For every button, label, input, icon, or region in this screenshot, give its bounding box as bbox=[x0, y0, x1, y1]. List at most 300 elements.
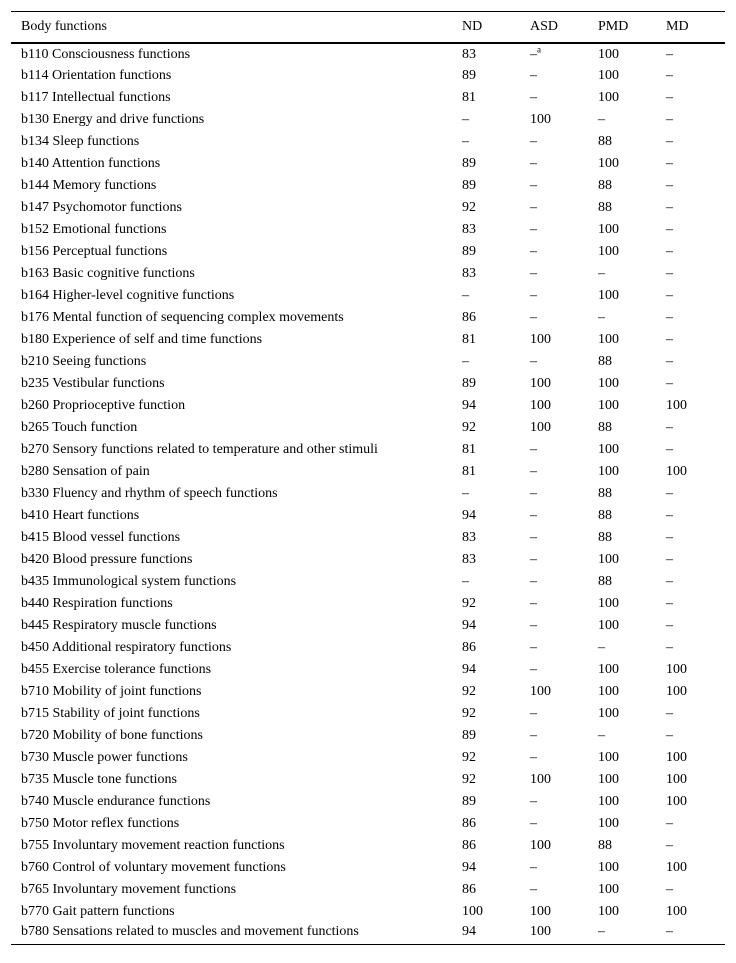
function-name bbox=[11, 813, 452, 835]
nd-value-text: 89 bbox=[462, 793, 476, 809]
function-name bbox=[11, 901, 452, 923]
function-name bbox=[11, 483, 452, 505]
asd-value bbox=[520, 241, 588, 263]
table-row bbox=[11, 197, 725, 219]
header-asd: ASD bbox=[530, 18, 559, 34]
asd-value-text: 100 bbox=[530, 419, 551, 435]
nd-value bbox=[452, 571, 520, 593]
function-name-text: b330 Fluency and rhythm of speech functions bbox=[21, 485, 278, 501]
asd-value-text: – bbox=[530, 309, 537, 325]
pmd-value bbox=[588, 483, 656, 505]
asd-value bbox=[520, 263, 588, 285]
pmd-value bbox=[588, 857, 656, 879]
nd-value-text: 81 bbox=[462, 441, 476, 457]
function-name-text: b750 Motor reflex functions bbox=[21, 815, 180, 831]
md-value-text: – bbox=[666, 837, 673, 853]
table-row bbox=[11, 835, 725, 857]
nd-value bbox=[452, 703, 520, 725]
md-value-text: – bbox=[666, 595, 673, 611]
md-value bbox=[656, 571, 725, 593]
md-value bbox=[656, 131, 725, 153]
function-name bbox=[11, 505, 452, 527]
md-value bbox=[656, 791, 725, 813]
pmd-value-text: 88 bbox=[598, 353, 612, 369]
pmd-value-text: 100 bbox=[598, 441, 619, 457]
nd-value-text: 92 bbox=[462, 683, 476, 699]
function-name bbox=[11, 527, 452, 549]
nd-value-text: 100 bbox=[462, 903, 483, 919]
md-value-text: – bbox=[666, 617, 673, 633]
nd-value-text: 86 bbox=[462, 881, 476, 897]
md-value bbox=[656, 725, 725, 747]
asd-value bbox=[520, 373, 588, 395]
function-name-text: b110 Consciousness functions bbox=[21, 46, 191, 62]
pmd-value-text: 100 bbox=[598, 705, 619, 721]
nd-value-text: 83 bbox=[462, 529, 476, 545]
table-row bbox=[11, 43, 725, 65]
footnote-marker: a bbox=[537, 43, 541, 54]
table-row bbox=[11, 109, 725, 131]
md-value-text: – bbox=[666, 485, 673, 501]
md-value bbox=[656, 703, 725, 725]
asd-value-text: – bbox=[530, 67, 537, 83]
asd-value-text: 100 bbox=[530, 923, 551, 939]
pmd-value-text: 100 bbox=[598, 771, 619, 787]
md-value bbox=[656, 373, 725, 395]
md-value bbox=[656, 175, 725, 197]
asd-value bbox=[520, 813, 588, 835]
md-value bbox=[656, 527, 725, 549]
function-name-text: b740 Muscle endurance functions bbox=[21, 793, 211, 809]
md-value bbox=[656, 285, 725, 307]
md-value bbox=[656, 857, 725, 879]
table-row bbox=[11, 747, 725, 769]
function-name bbox=[11, 659, 452, 681]
function-name-text: b114 Orientation functions bbox=[21, 67, 172, 83]
header-row bbox=[11, 12, 725, 43]
table-row bbox=[11, 791, 725, 813]
nd-value bbox=[452, 593, 520, 615]
pmd-value-text: – bbox=[598, 309, 605, 325]
function-name-text: b435 Immunological system functions bbox=[21, 573, 237, 589]
md-value bbox=[656, 461, 725, 483]
asd-value-text: – bbox=[530, 463, 537, 479]
pmd-value bbox=[588, 329, 656, 351]
asd-value bbox=[520, 901, 588, 923]
function-name bbox=[11, 263, 452, 285]
function-name bbox=[11, 791, 452, 813]
nd-value-text: 94 bbox=[462, 397, 476, 413]
md-value bbox=[656, 593, 725, 615]
body-functions-table bbox=[11, 11, 725, 945]
nd-value bbox=[452, 43, 520, 65]
pmd-value bbox=[588, 109, 656, 131]
table-row bbox=[11, 395, 725, 417]
asd-value bbox=[520, 615, 588, 637]
md-value bbox=[656, 417, 725, 439]
md-value-text: 100 bbox=[666, 793, 687, 809]
function-name bbox=[11, 923, 452, 945]
asd-value bbox=[520, 197, 588, 219]
nd-value bbox=[452, 109, 520, 131]
table-row bbox=[11, 593, 725, 615]
table-row bbox=[11, 483, 725, 505]
table-row bbox=[11, 681, 725, 703]
table-row bbox=[11, 505, 725, 527]
md-value bbox=[656, 87, 725, 109]
md-value-text: – bbox=[666, 265, 673, 281]
md-value-text: – bbox=[666, 89, 673, 105]
table-row bbox=[11, 307, 725, 329]
md-value bbox=[656, 395, 725, 417]
asd-value bbox=[520, 571, 588, 593]
nd-value-text: 89 bbox=[462, 155, 476, 171]
nd-value-text: – bbox=[462, 111, 469, 127]
asd-value bbox=[520, 593, 588, 615]
nd-value-text: 81 bbox=[462, 331, 476, 347]
asd-value bbox=[520, 725, 588, 747]
pmd-value bbox=[588, 571, 656, 593]
asd-value-text: – bbox=[530, 595, 537, 611]
nd-value-text: 81 bbox=[462, 89, 476, 105]
function-name-text: b144 Memory functions bbox=[21, 177, 157, 193]
function-name bbox=[11, 175, 452, 197]
asd-value bbox=[520, 87, 588, 109]
pmd-value-text: – bbox=[598, 111, 605, 127]
md-value-text: – bbox=[666, 221, 673, 237]
md-value-text: – bbox=[666, 705, 673, 721]
function-name-text: b210 Seeing functions bbox=[21, 353, 147, 369]
pmd-value-text: 88 bbox=[598, 573, 612, 589]
asd-value bbox=[520, 791, 588, 813]
body-functions-table-container bbox=[11, 11, 725, 945]
asd-value-text: – bbox=[530, 507, 537, 523]
table-row bbox=[11, 461, 725, 483]
pmd-value bbox=[588, 549, 656, 571]
function-name bbox=[11, 549, 452, 571]
function-name bbox=[11, 879, 452, 901]
asd-value-text: – bbox=[530, 749, 537, 765]
md-value bbox=[656, 901, 725, 923]
nd-value bbox=[452, 373, 520, 395]
function-name-text: b130 Energy and drive functions bbox=[21, 111, 205, 127]
pmd-value bbox=[588, 681, 656, 703]
md-value-text: – bbox=[666, 46, 673, 62]
function-name-text: b710 Mobility of joint functions bbox=[21, 683, 202, 699]
function-name bbox=[11, 285, 452, 307]
nd-value-text: 94 bbox=[462, 661, 476, 677]
table-row bbox=[11, 87, 725, 109]
pmd-value-text: 100 bbox=[598, 287, 619, 303]
md-value-text: 100 bbox=[666, 771, 687, 787]
table-row bbox=[11, 615, 725, 637]
nd-value bbox=[452, 461, 520, 483]
md-value-text: – bbox=[666, 529, 673, 545]
md-value-text: – bbox=[666, 199, 673, 215]
header-nd: ND bbox=[462, 18, 483, 34]
pmd-value-text: 100 bbox=[598, 749, 619, 765]
pmd-value-text: 88 bbox=[598, 485, 612, 501]
table-row bbox=[11, 527, 725, 549]
function-name bbox=[11, 373, 452, 395]
function-name-text: b260 Proprioceptive function bbox=[21, 397, 186, 413]
asd-value bbox=[520, 109, 588, 131]
md-value bbox=[656, 747, 725, 769]
asd-value-text: – bbox=[530, 353, 537, 369]
md-value bbox=[656, 109, 725, 131]
pmd-value-text: – bbox=[598, 639, 605, 655]
pmd-value-text: – bbox=[598, 727, 605, 743]
nd-value-text: 89 bbox=[462, 67, 476, 83]
md-value-text: – bbox=[666, 67, 673, 83]
nd-value bbox=[452, 901, 520, 923]
pmd-value bbox=[588, 197, 656, 219]
function-name-text: b134 Sleep functions bbox=[21, 133, 140, 149]
table-row bbox=[11, 175, 725, 197]
md-value-text: – bbox=[666, 923, 673, 939]
pmd-value-text: 100 bbox=[598, 595, 619, 611]
pmd-value-text: 100 bbox=[598, 89, 619, 105]
asd-value-text: – bbox=[530, 177, 537, 193]
table-row bbox=[11, 131, 725, 153]
pmd-value bbox=[588, 725, 656, 747]
nd-value-text: – bbox=[462, 353, 469, 369]
function-name bbox=[11, 131, 452, 153]
nd-value-text: – bbox=[462, 287, 469, 303]
nd-value-text: 94 bbox=[462, 859, 476, 875]
nd-value-text: 83 bbox=[462, 221, 476, 237]
pmd-value bbox=[588, 769, 656, 791]
nd-value bbox=[452, 439, 520, 461]
md-value bbox=[656, 263, 725, 285]
nd-value-text: 92 bbox=[462, 771, 476, 787]
pmd-value bbox=[588, 637, 656, 659]
pmd-value-text: 100 bbox=[598, 881, 619, 897]
asd-value bbox=[520, 681, 588, 703]
asd-value bbox=[520, 307, 588, 329]
nd-value-text: 92 bbox=[462, 595, 476, 611]
md-value-text: – bbox=[666, 331, 673, 347]
asd-value-text: – bbox=[530, 661, 537, 677]
nd-value-text: 94 bbox=[462, 923, 476, 939]
pmd-value-text: 100 bbox=[598, 661, 619, 677]
table-row bbox=[11, 241, 725, 263]
md-value-text: – bbox=[666, 375, 673, 391]
nd-value bbox=[452, 241, 520, 263]
md-value-text: 100 bbox=[666, 749, 687, 765]
nd-value-text: 94 bbox=[462, 507, 476, 523]
function-name-text: b765 Involuntary movement functions bbox=[21, 881, 237, 897]
function-name-text: b156 Perceptual functions bbox=[21, 243, 168, 259]
asd-value-text: 100 bbox=[530, 375, 551, 391]
nd-value bbox=[452, 131, 520, 153]
pmd-value bbox=[588, 703, 656, 725]
md-value-text: – bbox=[666, 133, 673, 149]
md-value bbox=[656, 483, 725, 505]
function-name-text: b147 Psychomotor functions bbox=[21, 199, 182, 215]
asd-value bbox=[520, 219, 588, 241]
asd-value bbox=[520, 659, 588, 681]
function-name-text: b755 Involuntary movement reaction functions bbox=[21, 837, 285, 853]
nd-value bbox=[452, 153, 520, 175]
table-header bbox=[11, 12, 725, 43]
nd-value-text: 89 bbox=[462, 727, 476, 743]
nd-value bbox=[452, 769, 520, 791]
asd-value bbox=[520, 857, 588, 879]
nd-value bbox=[452, 417, 520, 439]
nd-value bbox=[452, 329, 520, 351]
md-value-text: 100 bbox=[666, 463, 687, 479]
asd-value bbox=[520, 395, 588, 417]
asd-value bbox=[520, 131, 588, 153]
function-name-text: b280 Sensation of pain bbox=[21, 463, 150, 479]
md-value bbox=[656, 659, 725, 681]
function-name-text: b117 Intellectual functions bbox=[21, 89, 171, 105]
md-value bbox=[656, 43, 725, 65]
pmd-value-text: 88 bbox=[598, 507, 612, 523]
function-name-text: b176 Mental function of sequencing complex movements bbox=[21, 309, 344, 325]
asd-value-text: 100 bbox=[530, 837, 551, 853]
nd-value-text: 92 bbox=[462, 749, 476, 765]
md-value bbox=[656, 879, 725, 901]
table-row bbox=[11, 637, 725, 659]
md-value-text: – bbox=[666, 441, 673, 457]
nd-value bbox=[452, 857, 520, 879]
function-name-text: b410 Heart functions bbox=[21, 507, 140, 523]
table-body bbox=[11, 43, 725, 945]
asd-value bbox=[520, 439, 588, 461]
asd-value-text: – bbox=[530, 573, 537, 589]
pmd-value bbox=[588, 219, 656, 241]
asd-value-text: – bbox=[530, 639, 537, 655]
nd-value bbox=[452, 65, 520, 87]
md-value bbox=[656, 329, 725, 351]
nd-value bbox=[452, 637, 520, 659]
function-name-text: b730 Muscle power functions bbox=[21, 749, 188, 765]
asd-value-text: – bbox=[530, 881, 537, 897]
md-value-text: – bbox=[666, 111, 673, 127]
asd-value-text: – bbox=[530, 199, 537, 215]
pmd-value-text: 100 bbox=[598, 859, 619, 875]
md-value bbox=[656, 505, 725, 527]
pmd-value bbox=[588, 351, 656, 373]
asd-value-text: 100 bbox=[530, 771, 551, 787]
pmd-value bbox=[588, 901, 656, 923]
asd-value bbox=[520, 417, 588, 439]
table-row bbox=[11, 417, 725, 439]
md-value-text: – bbox=[666, 727, 673, 743]
asd-value bbox=[520, 175, 588, 197]
function-name-text: b415 Blood vessel functions bbox=[21, 529, 181, 545]
pmd-value bbox=[588, 373, 656, 395]
function-name bbox=[11, 725, 452, 747]
nd-value-text: 86 bbox=[462, 815, 476, 831]
function-name-text: b180 Experience of self and time functions bbox=[21, 331, 263, 347]
function-name bbox=[11, 769, 452, 791]
nd-value-text: – bbox=[462, 133, 469, 149]
pmd-value-text: 100 bbox=[598, 67, 619, 83]
pmd-value-text: 100 bbox=[598, 397, 619, 413]
pmd-value bbox=[588, 505, 656, 527]
pmd-value bbox=[588, 923, 656, 945]
pmd-value-text: 100 bbox=[598, 155, 619, 171]
function-name bbox=[11, 593, 452, 615]
function-name bbox=[11, 65, 452, 87]
function-name bbox=[11, 417, 452, 439]
md-value bbox=[656, 439, 725, 461]
pmd-value bbox=[588, 791, 656, 813]
md-value bbox=[656, 549, 725, 571]
md-value bbox=[656, 197, 725, 219]
pmd-value bbox=[588, 307, 656, 329]
asd-value-text: – bbox=[530, 727, 537, 743]
table-row bbox=[11, 351, 725, 373]
table-row bbox=[11, 549, 725, 571]
pmd-value bbox=[588, 175, 656, 197]
md-value-text: – bbox=[666, 287, 673, 303]
header-pmd: PMD bbox=[598, 18, 629, 34]
function-name-text: b440 Respiration functions bbox=[21, 595, 173, 611]
function-name bbox=[11, 747, 452, 769]
pmd-value bbox=[588, 461, 656, 483]
pmd-value-text: 88 bbox=[598, 529, 612, 545]
nd-value-text: 92 bbox=[462, 705, 476, 721]
asd-value-text: – bbox=[530, 155, 537, 171]
function-name bbox=[11, 109, 452, 131]
function-name-text: b140 Attention functions bbox=[21, 155, 161, 171]
md-value-text: – bbox=[666, 573, 673, 589]
table-row bbox=[11, 725, 725, 747]
table-row bbox=[11, 769, 725, 791]
nd-value bbox=[452, 659, 520, 681]
function-name bbox=[11, 571, 452, 593]
function-name bbox=[11, 241, 452, 263]
function-name-text: b450 Additional respiratory functions bbox=[21, 639, 232, 655]
md-value-text: – bbox=[666, 881, 673, 897]
pmd-value-text: 100 bbox=[598, 551, 619, 567]
pmd-value-text: 100 bbox=[598, 46, 619, 62]
pmd-value-text: 100 bbox=[598, 683, 619, 699]
asd-value-text: – bbox=[530, 133, 537, 149]
nd-value bbox=[452, 307, 520, 329]
nd-value-text: 92 bbox=[462, 419, 476, 435]
table-row bbox=[11, 263, 725, 285]
pmd-value-text: 100 bbox=[598, 331, 619, 347]
table-row bbox=[11, 285, 725, 307]
pmd-value bbox=[588, 659, 656, 681]
function-name-text: b735 Muscle tone functions bbox=[21, 771, 177, 787]
md-value bbox=[656, 241, 725, 263]
asd-value bbox=[520, 923, 588, 945]
nd-value-text: 89 bbox=[462, 243, 476, 259]
asd-value-text: – bbox=[530, 221, 537, 237]
pmd-value bbox=[588, 879, 656, 901]
asd-value-text: – bbox=[530, 617, 537, 633]
function-name bbox=[11, 637, 452, 659]
nd-value-text: 86 bbox=[462, 639, 476, 655]
function-name bbox=[11, 351, 452, 373]
md-value bbox=[656, 637, 725, 659]
table-row bbox=[11, 923, 725, 945]
function-name-text: b720 Mobility of bone functions bbox=[21, 727, 203, 743]
function-name bbox=[11, 329, 452, 351]
asd-value-text: 100 bbox=[530, 903, 551, 919]
function-name-text: b715 Stability of joint functions bbox=[21, 705, 200, 721]
nd-value-text: – bbox=[462, 573, 469, 589]
pmd-value-text: 88 bbox=[598, 199, 612, 215]
table-row bbox=[11, 153, 725, 175]
pmd-value-text: 88 bbox=[598, 177, 612, 193]
